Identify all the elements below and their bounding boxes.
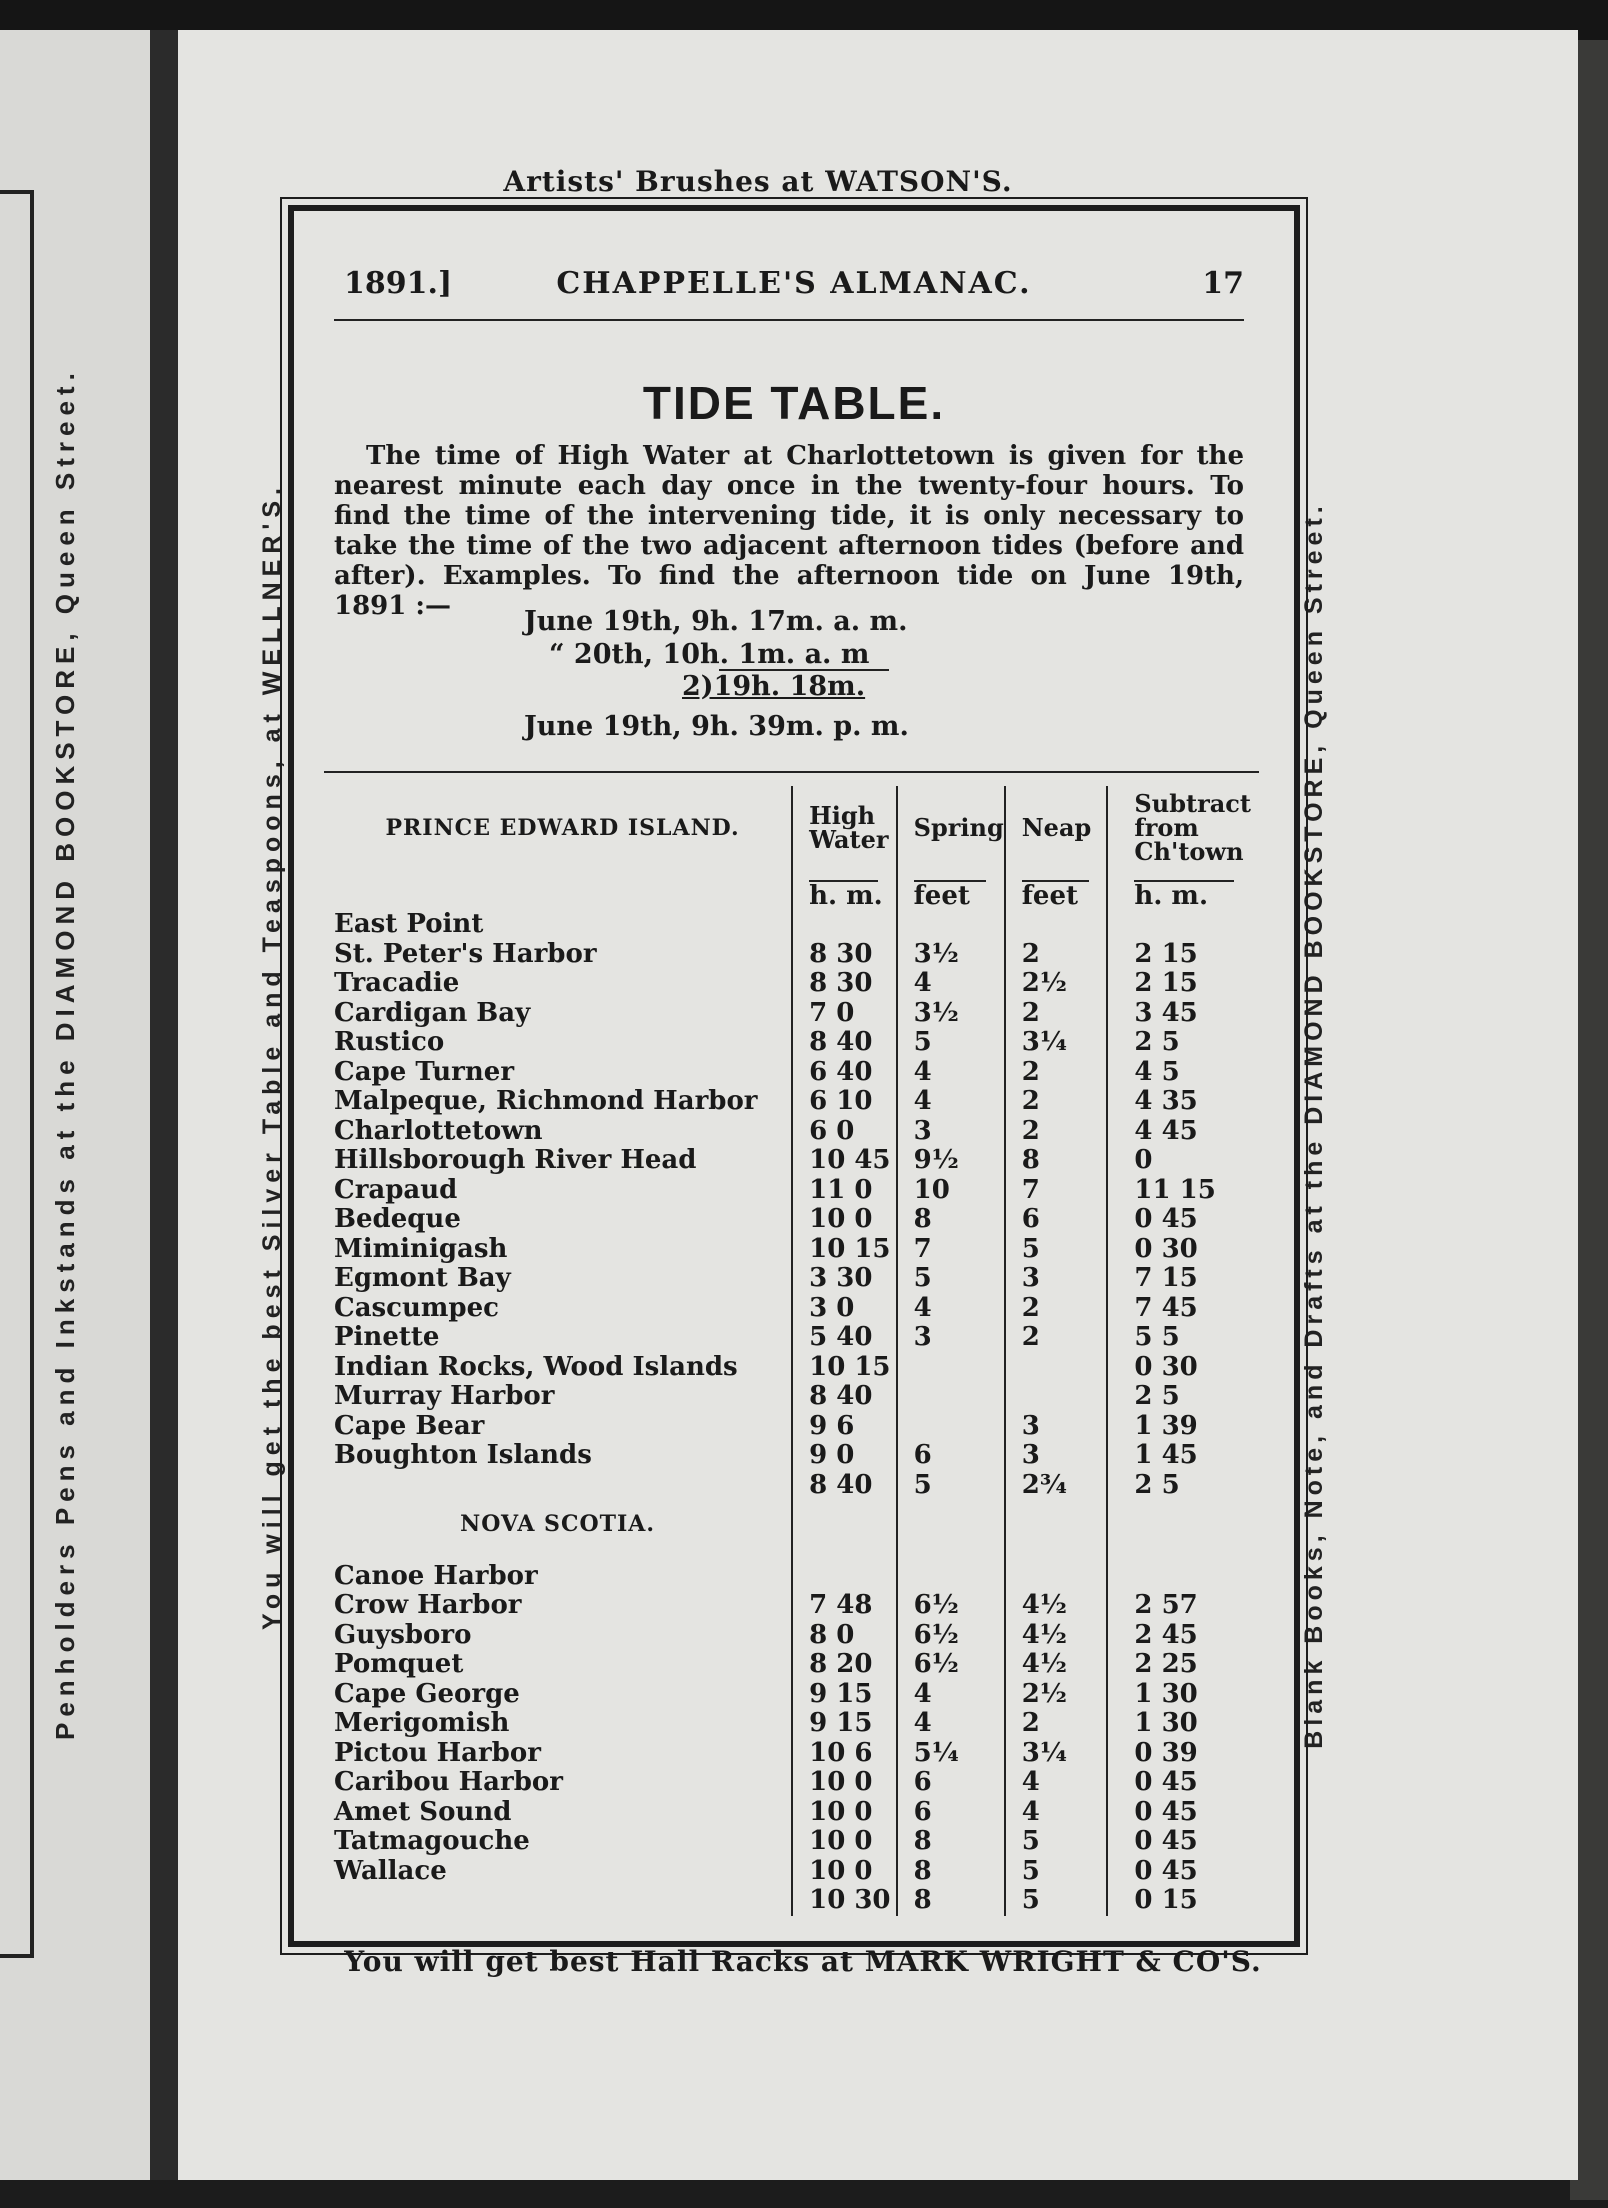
- table-row: [324, 1117, 1259, 1147]
- header-subtract: Subtract from Ch'town: [1107, 786, 1259, 870]
- table-row: [324, 1562, 1259, 1592]
- unit-spring: feet: [914, 880, 986, 910]
- neap-cell: 4½: [1005, 1650, 1108, 1680]
- table-row: [324, 1650, 1259, 1680]
- place-cell: Guysboro: [334, 1619, 472, 1650]
- example-line-4: June 19th, 9h. 39m. p. m.: [524, 711, 909, 742]
- subtract-cell: 7 15: [1107, 1264, 1259, 1294]
- place-cell: Cape Turner: [334, 1056, 515, 1087]
- header-spring: Spring: [897, 786, 1005, 870]
- high-water-cell: 10 15: [792, 1353, 897, 1383]
- neap-cell: 2: [1005, 1087, 1108, 1117]
- place-cell: Cape George: [334, 1678, 520, 1709]
- page-content: [324, 211, 1264, 1941]
- neap-cell: 7: [1005, 1176, 1108, 1206]
- neap-cell: 5: [1005, 1827, 1108, 1857]
- neap-cell: 2: [1005, 1058, 1108, 1088]
- table-row: [324, 1768, 1259, 1798]
- units-row: [324, 870, 1259, 910]
- high-water-cell: 9 0: [792, 1441, 897, 1471]
- place-cell: Cascumpec: [334, 1292, 499, 1323]
- table-row: [324, 1857, 1259, 1887]
- table-top-rule: [324, 771, 1259, 773]
- neap-cell: 6: [1005, 1205, 1108, 1235]
- high-water-cell: 9 15: [792, 1680, 897, 1710]
- spring-cell: 3: [897, 1117, 1005, 1147]
- left-page: [0, 30, 150, 2180]
- table-row: [324, 1176, 1259, 1206]
- table-row: [324, 1058, 1259, 1088]
- subtract-cell: 2 5: [1107, 1382, 1259, 1412]
- place-cell: Charlottetown: [334, 1115, 543, 1146]
- neap-cell: 2½: [1005, 969, 1108, 999]
- page-frame: [288, 205, 1300, 1947]
- subtract-cell: [1107, 1562, 1259, 1592]
- neap-cell: 2¾: [1005, 1471, 1108, 1501]
- table-row: [324, 1087, 1259, 1117]
- table-row: [324, 1353, 1259, 1383]
- high-water-cell: 8 0: [792, 1621, 897, 1651]
- place-cell: Amet Sound: [334, 1796, 512, 1827]
- tide-table-title: TIDE TABLE.: [642, 377, 946, 429]
- neap-cell: 3¼: [1005, 1739, 1108, 1769]
- spring-cell: 5: [897, 1028, 1005, 1058]
- header-region: PRINCE EDWARD ISLAND.: [385, 815, 740, 841]
- table-row: [324, 1323, 1259, 1353]
- place-cell: Crow Harbor: [334, 1590, 522, 1620]
- place-cell: Tracadie: [334, 968, 460, 998]
- table-row: [324, 1471, 1259, 1501]
- example-line-3: 2)19h. 18m.: [682, 671, 866, 702]
- region-label: NOVA SCOTIA.: [460, 1511, 656, 1537]
- spring-cell: 6: [897, 1441, 1005, 1471]
- left-page-border: [0, 190, 34, 1958]
- neap-cell: 4: [1005, 1798, 1108, 1828]
- high-water-cell: 3 0: [792, 1294, 897, 1324]
- spring-cell: 5: [897, 1471, 1005, 1501]
- table-row: [324, 1827, 1259, 1857]
- place-cell: Malpeque, Richmond Harbor: [334, 1086, 758, 1116]
- subtract-cell: 7 45: [1107, 1294, 1259, 1324]
- subtract-cell: 2 25: [1107, 1650, 1259, 1680]
- spring-cell: 8: [897, 1857, 1005, 1887]
- subtract-cell: 0 30: [1107, 1235, 1259, 1265]
- neap-cell: 3¼: [1005, 1028, 1108, 1058]
- place-cell: [324, 1471, 792, 1501]
- subtract-cell: 1 30: [1107, 1709, 1259, 1739]
- table-row: [324, 1264, 1259, 1294]
- table-row: [324, 1412, 1259, 1442]
- table-row: [324, 1680, 1259, 1710]
- neap-cell: [1005, 910, 1108, 940]
- place-cell: Miminigash: [334, 1233, 508, 1264]
- subtract-cell: 2 5: [1107, 1471, 1259, 1501]
- table-row: [324, 1591, 1259, 1621]
- high-water-cell: 11 0: [792, 1176, 897, 1206]
- high-water-cell: 10 0: [792, 1827, 897, 1857]
- neap-cell: 2: [1005, 940, 1108, 970]
- page-number: 17: [1202, 266, 1244, 301]
- high-water-cell: [792, 1562, 897, 1592]
- unit-high-water: h. m.: [809, 881, 883, 911]
- subtract-cell: 2 15: [1107, 940, 1259, 970]
- table-header-row: [324, 786, 1259, 870]
- high-water-cell: 10 0: [792, 1205, 897, 1235]
- spring-cell: 3½: [897, 999, 1005, 1029]
- place-cell: Murray Harbor: [334, 1381, 555, 1411]
- place-cell: Crapaud: [334, 1174, 458, 1205]
- spring-cell: 4: [897, 1709, 1005, 1739]
- neap-cell: 3: [1005, 1441, 1108, 1471]
- neap-cell: 2: [1005, 1294, 1108, 1324]
- spring-cell: 6: [897, 1768, 1005, 1798]
- spring-cell: 5¼: [897, 1739, 1005, 1769]
- page-header: [344, 266, 1244, 306]
- spring-cell: [897, 1353, 1005, 1383]
- spring-cell: 9½: [897, 1146, 1005, 1176]
- high-water-cell: 6 0: [792, 1117, 897, 1147]
- region-row-nova-scotia: [324, 1500, 1259, 1562]
- spring-cell: 8: [897, 1886, 1005, 1916]
- subtract-cell: 0 39: [1107, 1739, 1259, 1769]
- spring-cell: 8: [897, 1205, 1005, 1235]
- subtract-cell: 2 15: [1107, 969, 1259, 999]
- place-cell: Caribou Harbor: [334, 1767, 563, 1797]
- high-water-cell: 10 45: [792, 1146, 897, 1176]
- subtract-cell: 1 39: [1107, 1412, 1259, 1442]
- high-water-cell: 8 30: [792, 940, 897, 970]
- place-cell: Wallace: [334, 1855, 447, 1886]
- subtract-cell: 0 45: [1107, 1798, 1259, 1828]
- table-row: [324, 1441, 1259, 1471]
- spring-cell: 4: [897, 1294, 1005, 1324]
- place-cell: Egmont Bay: [334, 1263, 511, 1293]
- subtract-cell: 1 30: [1107, 1680, 1259, 1710]
- example-line-1: June 19th, 9h. 17m. a. m.: [524, 606, 908, 637]
- high-water-cell: 8 20: [792, 1650, 897, 1680]
- high-water-cell: 8 40: [792, 1028, 897, 1058]
- subtract-cell: [1107, 910, 1259, 940]
- spring-cell: 4: [897, 969, 1005, 999]
- table-row: [324, 1621, 1259, 1651]
- place-cell: Pictou Harbor: [334, 1737, 541, 1768]
- neap-cell: 2: [1005, 1323, 1108, 1353]
- unit-subtract: h. m.: [1134, 880, 1234, 910]
- spring-cell: [897, 1562, 1005, 1592]
- example-line-2: “ 20th, 10h. 1m. a. m: [549, 639, 870, 670]
- neap-cell: 3: [1005, 1264, 1108, 1294]
- place-cell: [324, 1886, 792, 1916]
- subtract-cell: 2 45: [1107, 1621, 1259, 1651]
- subtract-cell: 0: [1107, 1146, 1259, 1176]
- subtract-cell: 4 35: [1107, 1087, 1259, 1117]
- subtract-cell: 1 45: [1107, 1441, 1259, 1471]
- neap-cell: [1005, 1562, 1108, 1592]
- high-water-cell: 3 30: [792, 1264, 897, 1294]
- place-cell: Canoe Harbor: [334, 1560, 538, 1591]
- spring-cell: 8: [897, 1827, 1005, 1857]
- header-rule: [334, 319, 1244, 321]
- neap-cell: [1005, 1353, 1108, 1383]
- subtract-cell: 2 5: [1107, 1028, 1259, 1058]
- high-water-cell: 6 10: [792, 1087, 897, 1117]
- year-label: 1891.]: [344, 266, 453, 301]
- neap-cell: 5: [1005, 1886, 1108, 1916]
- subtract-cell: 0 30: [1107, 1353, 1259, 1383]
- table-row: [324, 999, 1259, 1029]
- high-water-cell: 10 6: [792, 1739, 897, 1769]
- subtract-cell: 11 15: [1107, 1176, 1259, 1206]
- intro-paragraph: [334, 441, 1244, 621]
- right-advertisement: Blank Books, Note, and Drafts at the DIAMOND BOOKSTORE, Queen Street.: [1300, 501, 1328, 1749]
- place-cell: Boughton Islands: [334, 1440, 592, 1470]
- subtract-cell: 0 45: [1107, 1857, 1259, 1887]
- almanac-title: CHAPPELLE'S ALMANAC.: [556, 266, 1032, 301]
- table-row: [324, 940, 1259, 970]
- subtract-cell: 0 45: [1107, 1205, 1259, 1235]
- high-water-cell: [792, 910, 897, 940]
- high-water-cell: 8 40: [792, 1382, 897, 1412]
- table-row: [324, 1146, 1259, 1176]
- high-water-cell: 10 0: [792, 1768, 897, 1798]
- table-row: [324, 1294, 1259, 1324]
- neap-cell: 8: [1005, 1146, 1108, 1176]
- neap-cell: 2: [1005, 1117, 1108, 1147]
- high-water-cell: 9 15: [792, 1709, 897, 1739]
- spring-cell: 7: [897, 1235, 1005, 1265]
- bottom-advertisement: You will get best Hall Racks at MARK WRIGHT & CO'S.: [344, 1945, 1262, 1978]
- table-row: [324, 1205, 1259, 1235]
- spring-cell: 10: [897, 1176, 1005, 1206]
- place-cell: Indian Rocks, Wood Islands: [334, 1351, 738, 1382]
- spring-cell: [897, 1382, 1005, 1412]
- example-sum-rule: [719, 669, 889, 671]
- high-water-cell: 10 15: [792, 1235, 897, 1265]
- neap-cell: [1005, 1382, 1108, 1412]
- neap-cell: 2: [1005, 1709, 1108, 1739]
- neap-cell: 5: [1005, 1857, 1108, 1887]
- place-cell: Cape Bear: [334, 1410, 485, 1441]
- neap-cell: 4½: [1005, 1621, 1108, 1651]
- spring-cell: [897, 1412, 1005, 1442]
- almanac-page: [178, 30, 1578, 2180]
- place-cell: Hillsborough River Head: [334, 1145, 697, 1175]
- top-advertisement: Artists' Brushes at WATSON'S.: [503, 165, 1013, 198]
- high-water-cell: 8 40: [792, 1471, 897, 1501]
- high-water-cell: 8 30: [792, 969, 897, 999]
- place-cell: Rustico: [334, 1027, 445, 1057]
- high-water-cell: 7 48: [792, 1591, 897, 1621]
- high-water-cell: 5 40: [792, 1323, 897, 1353]
- place-cell: St. Peter's Harbor: [334, 938, 597, 969]
- header-high-water: High Water: [792, 786, 897, 870]
- subtract-cell: 5 5: [1107, 1323, 1259, 1353]
- spring-cell: 4: [897, 1087, 1005, 1117]
- high-water-cell: 9 6: [792, 1412, 897, 1442]
- header-neap: Neap: [1005, 786, 1108, 870]
- neap-cell: 4½: [1005, 1591, 1108, 1621]
- spring-cell: 5: [897, 1264, 1005, 1294]
- table-row: [324, 1798, 1259, 1828]
- spring-cell: 6½: [897, 1650, 1005, 1680]
- high-water-cell: 7 0: [792, 999, 897, 1029]
- subtract-cell: 2 57: [1107, 1591, 1259, 1621]
- subtract-cell: 4 5: [1107, 1058, 1259, 1088]
- table-row: [324, 910, 1259, 940]
- table-row: [324, 1235, 1259, 1265]
- high-water-cell: 10 0: [792, 1857, 897, 1887]
- subtract-cell: 0 45: [1107, 1827, 1259, 1857]
- high-water-cell: 6 40: [792, 1058, 897, 1088]
- spring-cell: 6: [897, 1798, 1005, 1828]
- left-page-vertical-text: Penholders Pens and Inkstands at the DIAMOND BOOKSTORE, Queen Street.: [50, 367, 80, 1740]
- table-row: [324, 1709, 1259, 1739]
- place-cell: East Point: [334, 909, 484, 939]
- spring-cell: 4: [897, 1058, 1005, 1088]
- place-cell: Pomquet: [334, 1649, 464, 1679]
- table-row: [324, 1886, 1259, 1916]
- book-gutter: [150, 30, 178, 2180]
- unit-neap: feet: [1022, 880, 1090, 910]
- place-cell: Pinette: [334, 1322, 440, 1352]
- spring-cell: 6½: [897, 1621, 1005, 1651]
- high-water-cell: 10 30: [792, 1886, 897, 1916]
- neap-cell: 2: [1005, 999, 1108, 1029]
- subtract-cell: 3 45: [1107, 999, 1259, 1029]
- table-row: [324, 1382, 1259, 1412]
- subtract-cell: 0 45: [1107, 1768, 1259, 1798]
- intro-text: The time of High Water at Charlottetown is given for the nearest minute each day once in the twenty-four hours. To find the time of the intervening tide, it is only necessary to take the time of the two adjacent afternoon tides (before and after). Examples. To find the afternoon tide on June 19th, 1891 :—: [334, 441, 1244, 621]
- neap-cell: 4: [1005, 1768, 1108, 1798]
- spring-cell: 4: [897, 1680, 1005, 1710]
- table-row: [324, 1028, 1259, 1058]
- neap-cell: 2½: [1005, 1680, 1108, 1710]
- spring-cell: 3: [897, 1323, 1005, 1353]
- place-cell: Cardigan Bay: [334, 997, 531, 1028]
- place-cell: Bedeque: [334, 1204, 461, 1234]
- left-advertisement: You will get the best Silver Table and Teaspoons, at WELLNER'S.: [258, 482, 286, 1630]
- spring-cell: [897, 910, 1005, 940]
- table-row: [324, 969, 1259, 999]
- table-row: [324, 1739, 1259, 1769]
- neap-cell: 3: [1005, 1412, 1108, 1442]
- subtract-cell: 0 15: [1107, 1886, 1259, 1916]
- neap-cell: 5: [1005, 1235, 1108, 1265]
- high-water-cell: 10 0: [792, 1798, 897, 1828]
- spring-cell: 3½: [897, 940, 1005, 970]
- place-cell: Merigomish: [334, 1708, 510, 1738]
- tide-table: [324, 786, 1259, 1916]
- subtract-cell: 4 45: [1107, 1117, 1259, 1147]
- place-cell: Tatmagouche: [334, 1826, 530, 1856]
- table-body: [324, 870, 1259, 1916]
- spring-cell: 6½: [897, 1591, 1005, 1621]
